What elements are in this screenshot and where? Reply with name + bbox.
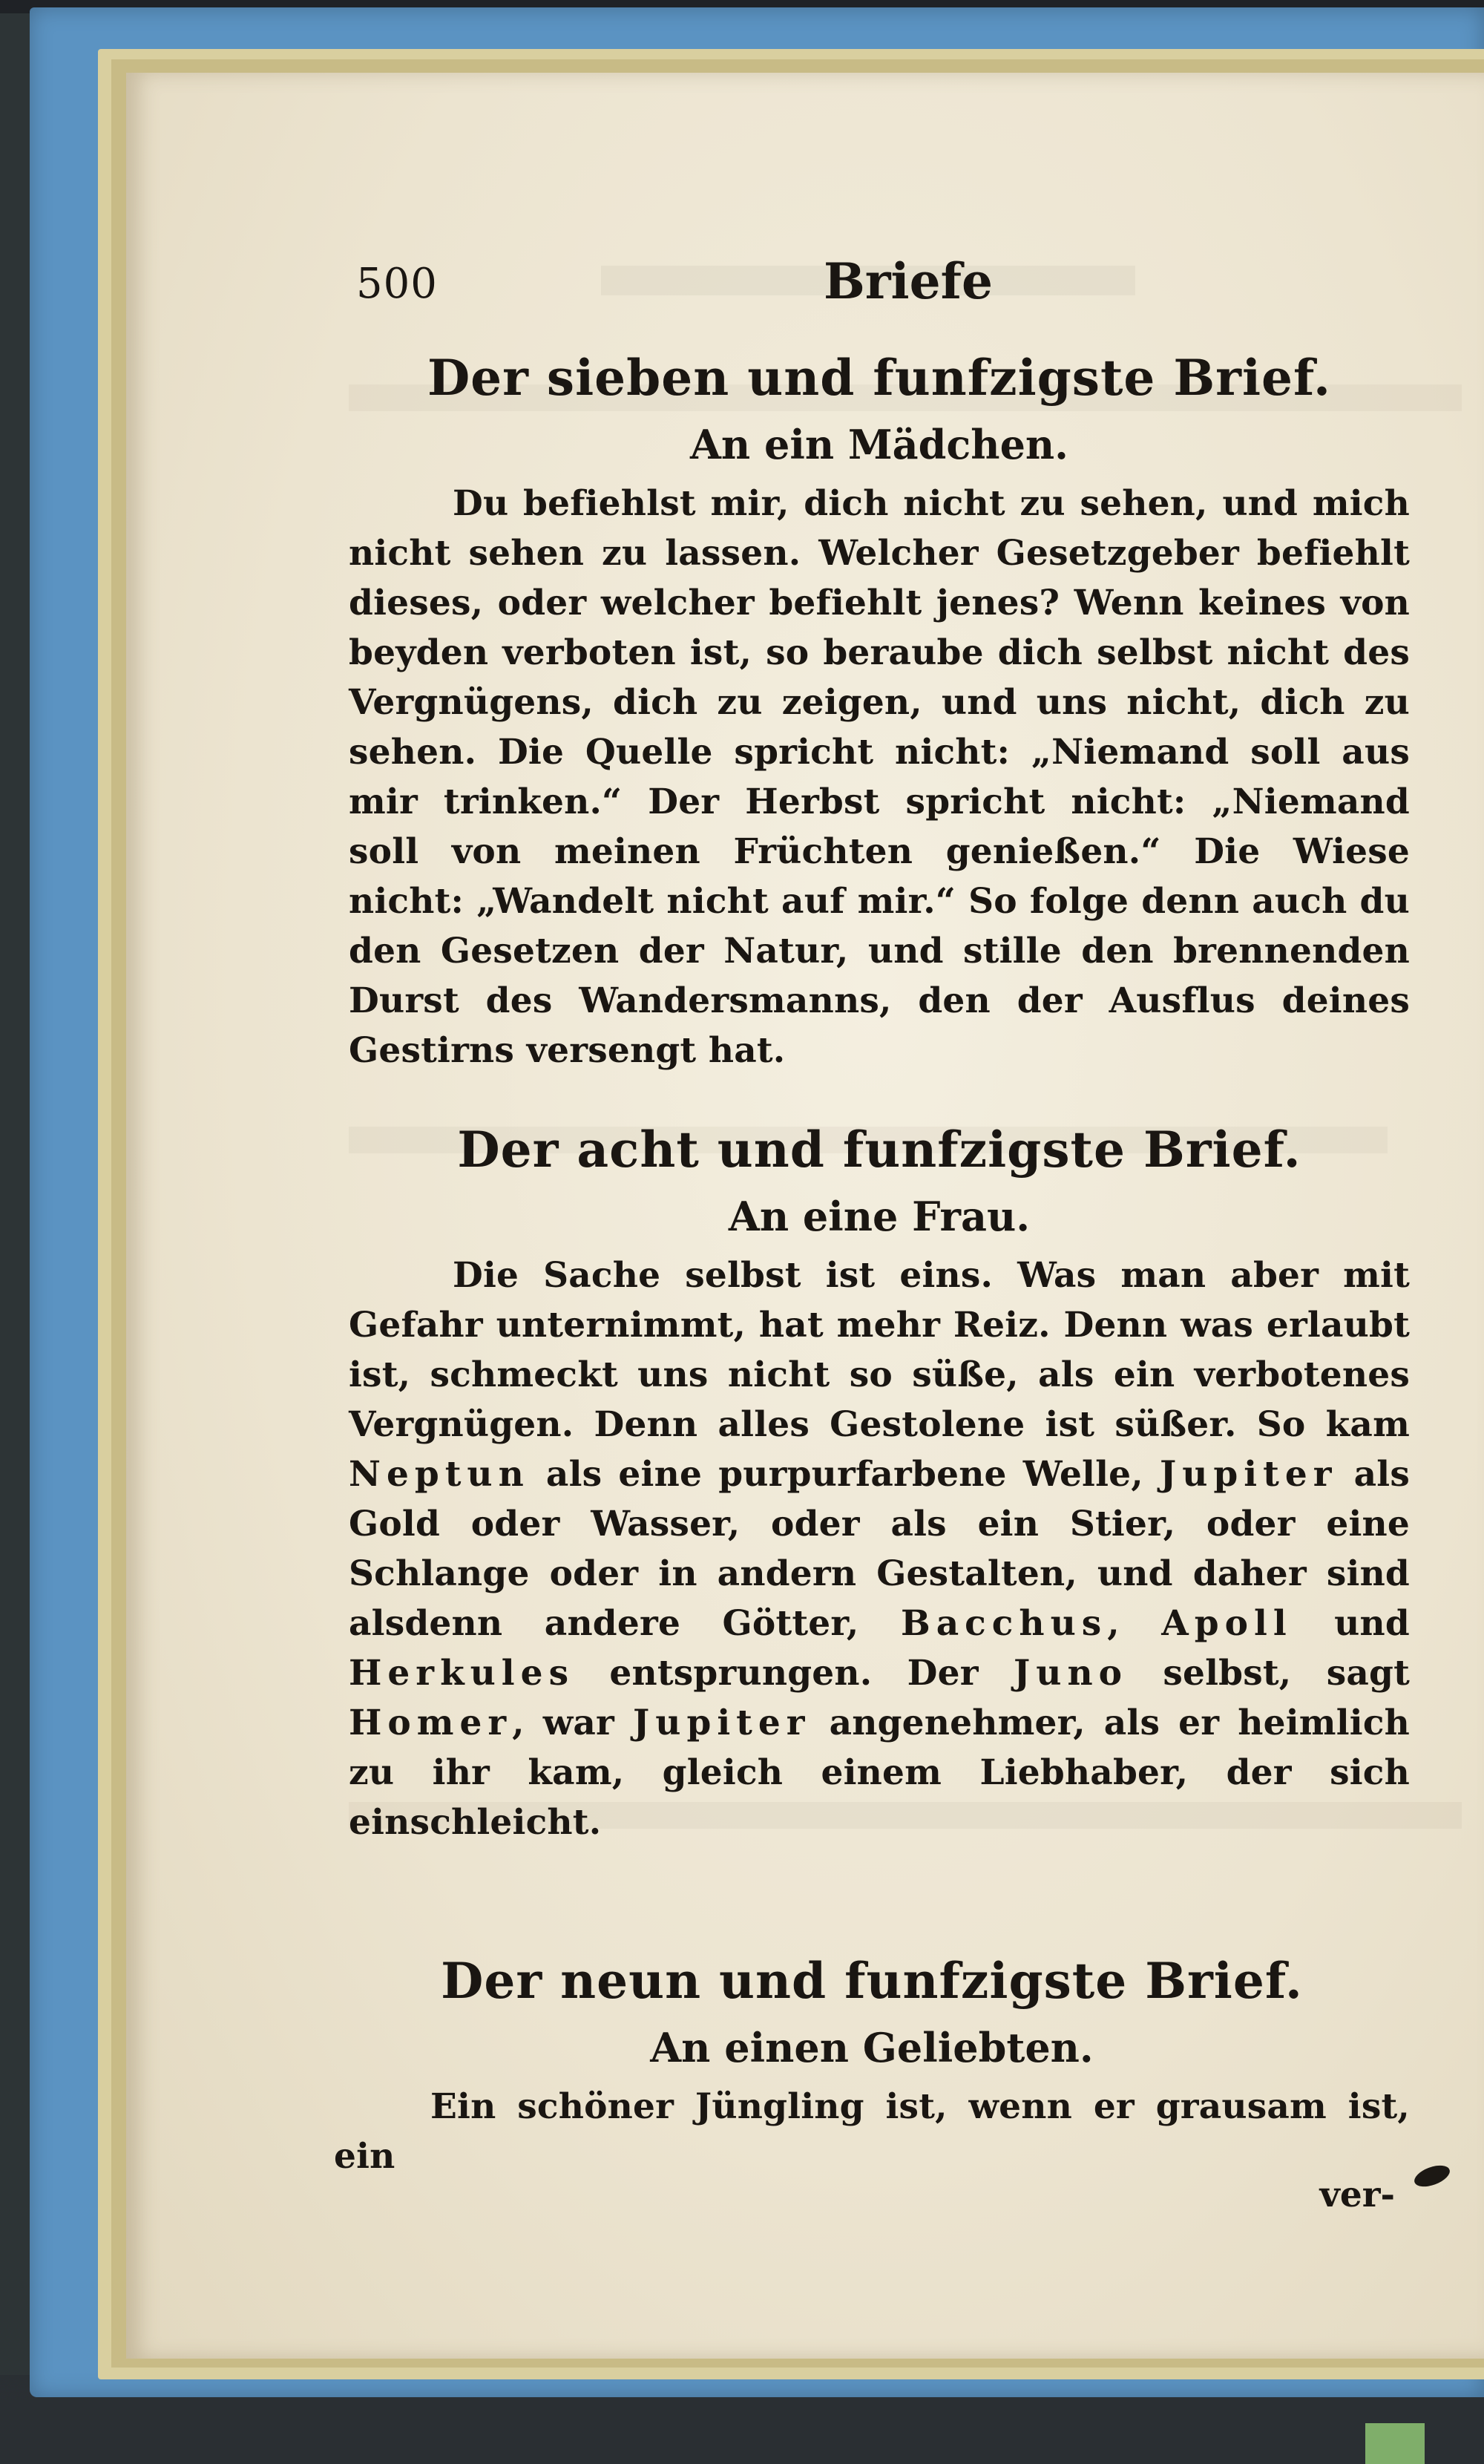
- letter-title: Der sieben und funfzigste Brief.: [427, 349, 1332, 407]
- body-text: und: [1292, 1603, 1410, 1645]
- body-text: als eine purpurfarbene Welle,: [529, 1454, 1160, 1495]
- catchword: ver-: [1319, 2175, 1395, 2215]
- letter-recipient: An einen Geliebten.: [650, 2024, 1094, 2072]
- running-title: Briefe: [824, 252, 994, 310]
- name-herkules: Herkules: [349, 1653, 575, 1694]
- body-text: , war: [512, 1703, 634, 1744]
- letter-body: [349, 1251, 1410, 1847]
- green-tab-mark: [1365, 2423, 1425, 2464]
- body-text: als Gold oder Wasser, oder als ein Stier, oder eine Schlange oder in andern Gestalten, und daher sind alsdenn andere Götter,: [349, 1454, 1411, 1645]
- body-text: entsprungen. Der: [574, 1653, 1014, 1694]
- name-juno: Juno: [1014, 1653, 1128, 1694]
- letter-57: [349, 349, 1410, 1075]
- name-neptun: Neptun: [349, 1454, 530, 1495]
- name-jupiter: Jupiter: [1159, 1454, 1338, 1495]
- page-content: [334, 252, 1411, 2215]
- letter-58: [349, 1121, 1410, 1847]
- name-jupiter: Jupiter: [633, 1703, 811, 1744]
- letter-body: Ein schöner Jüngling ist, wenn er grausam ist, ein: [334, 2086, 1410, 2178]
- letter-recipient: An ein Mädchen.: [690, 421, 1068, 469]
- letter-body: Du befiehlst mir, dich nicht zu sehen, und mich nicht sehen zu lassen. Welcher Gesetzgeber befiehlt dieses, oder welcher befiehlt jenes? Wenn keines von beyden verboten ist, so beraube dich selbst nicht des Vergnügens, dich zu zeigen, und uns nicht, dich zu sehen. Die Quelle spricht nicht: „Niemand soll aus mir trinken.“ Der Herbst spricht nicht: „Niemand soll von meinen Früchten genießen.“ Die Wiese nicht: „Wandelt nicht auf mir.“ So folge denn auch du den Gesetzen der Natur, und stille den brennenden Durst des Wandersmanns, den der Ausflus deines Gestirns versengt hat.: [349, 483, 1410, 1072]
- name-homer: Homer: [349, 1703, 513, 1744]
- body-text: selbst, sagt: [1127, 1653, 1410, 1694]
- letter-recipient: An eine Frau.: [728, 1193, 1031, 1241]
- running-head: [349, 252, 1410, 319]
- body-text: Die Sache selbst ist eins. Was man aber mit Gefahr unternimmt, hat mehr Reiz. Denn was erlaubt ist, schmeckt uns nicht so süße, als ein verbotenes Vergnügen. Denn alles Gestolene ist süßer. So kam: [349, 1255, 1410, 1446]
- body-text: ,: [1107, 1603, 1162, 1645]
- letter-title: Der acht und funfzigste Brief.: [457, 1121, 1301, 1179]
- body-text: angenehmer, als er heimlich zu ihr kam, gleich einem Liebhaber, der sich einschleicht.: [349, 1703, 1411, 1844]
- letter-59: [334, 1952, 1410, 2181]
- letter-title: Der neun und funfzigste Brief.: [441, 1952, 1303, 2010]
- name-bacchus: Bacchus: [900, 1603, 1108, 1645]
- name-apoll: Apoll: [1161, 1603, 1293, 1645]
- page-number: 500: [356, 260, 438, 308]
